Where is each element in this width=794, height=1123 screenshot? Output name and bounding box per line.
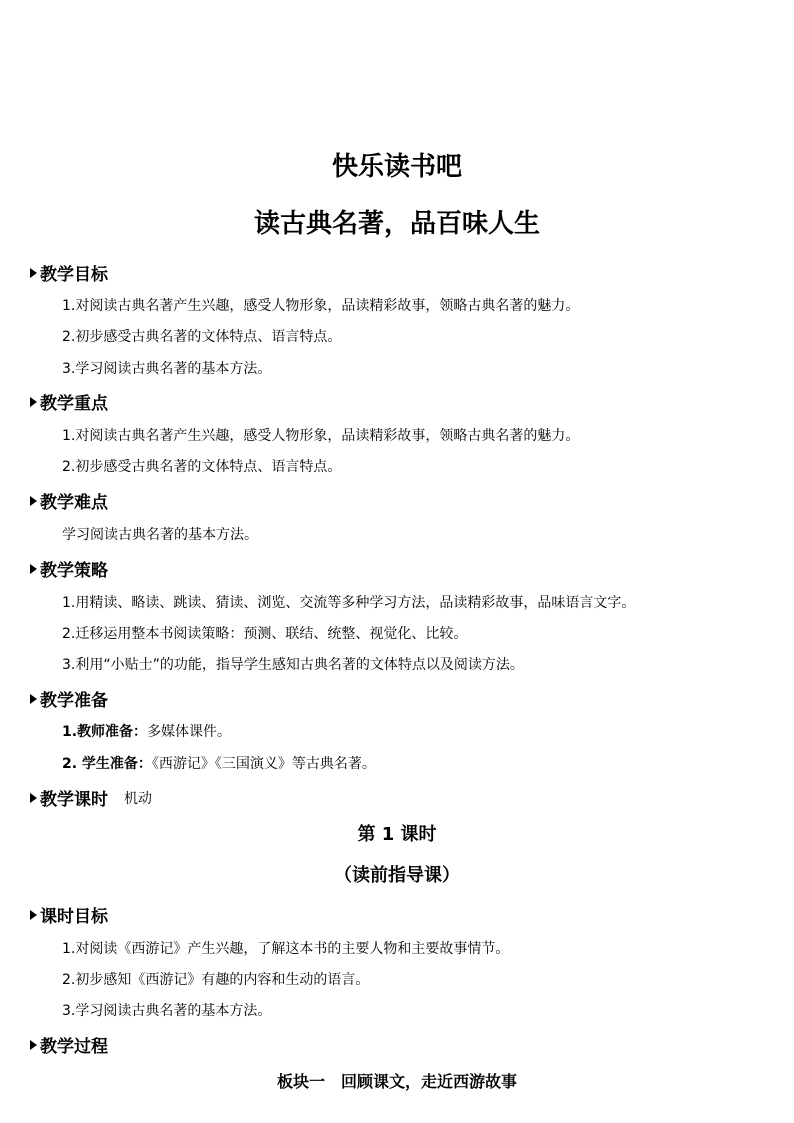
section-heading-process [30, 1032, 108, 1057]
heading-text: 教学策略 [40, 561, 108, 581]
list-item: 3.利用“小贴士”的功能，指导学生感知古典名著的文体特点以及阅读方法。 [62, 657, 524, 673]
section-heading-key-points [30, 389, 108, 414]
heading-text: 教学过程 [40, 1037, 108, 1057]
section-heading-lesson-goals [30, 902, 108, 927]
prep-teacher-label: 1.教师准备： [62, 724, 148, 740]
triangle-bullet-icon [30, 397, 37, 407]
heading-text: 教学课时 [40, 790, 108, 810]
section-heading-hours [30, 785, 152, 810]
triangle-bullet-icon [30, 910, 37, 920]
list-item: 3.学习阅读古典名著的基本方法。 [62, 361, 272, 377]
prep-teacher-text: 多媒体课件。 [147, 724, 232, 740]
paragraph: 学习阅读古典名著的基本方法。 [62, 527, 258, 543]
list-item: 2.迁移运用整本书阅读策略：预测、联结、统整、视觉化、比较。 [62, 626, 468, 642]
list-item: 2.初步感受古典名著的文体特点、语言特点。 [62, 329, 342, 345]
list-item: 1.用精读、略读、跳读、猜读、浏览、交流等多种学习方法，品读精彩故事，品味语言文字。 [62, 595, 636, 611]
list-item: 3.学习阅读古典名著的基本方法。 [62, 1003, 272, 1019]
section-heading-goals [30, 260, 108, 285]
triangle-bullet-icon [30, 564, 37, 574]
list-item: 1.对阅读古典名著产生兴趣，感受人物形象，品读精彩故事，领略古典名著的魅力。 [62, 298, 580, 314]
heading-text: 教学准备 [40, 691, 108, 711]
lesson-subtitle: （读前指导课） [334, 865, 460, 886]
doc-subtitle: 读古典名著，品百味人生 [253, 209, 540, 239]
section-heading-strategy [30, 556, 108, 581]
heading-text: 教学目标 [40, 265, 108, 285]
prep-teacher [62, 721, 231, 741]
hours-value: 机动 [124, 790, 152, 807]
lesson-title: 第 1 课时 [357, 824, 437, 845]
prep-student-text: 《西游记》《三国演义》等古典名著。 [151, 756, 376, 772]
list-item: 1.对阅读古典名著产生兴趣，感受人物形象，品读精彩故事，领略古典名著的魅力。 [62, 428, 580, 444]
list-item: 2.初步感知《西游记》有趣的内容和生动的语言。 [62, 972, 370, 988]
heading-text: 教学难点 [40, 493, 108, 513]
prep-student-label: 2. 学生准备： [62, 756, 152, 772]
triangle-bullet-icon [30, 1040, 37, 1050]
process-section-title: 板块一 回顾课文，走近西游故事 [276, 1072, 517, 1091]
section-heading-difficulty [30, 488, 108, 513]
section-heading-preparation [30, 686, 108, 711]
list-item: 2.初步感受古典名著的文体特点、语言特点。 [62, 459, 342, 475]
doc-title: 快乐读书吧 [331, 152, 462, 182]
triangle-bullet-icon [30, 793, 37, 803]
triangle-bullet-icon [30, 496, 37, 506]
list-item: 1.对阅读《西游记》产生兴趣，了解这本书的主要人物和主要故事情节。 [62, 941, 510, 957]
heading-text: 教学重点 [40, 394, 108, 414]
heading-text: 课时目标 [40, 907, 108, 927]
triangle-bullet-icon [30, 268, 37, 278]
triangle-bullet-icon [30, 694, 37, 704]
prep-student [62, 753, 376, 773]
